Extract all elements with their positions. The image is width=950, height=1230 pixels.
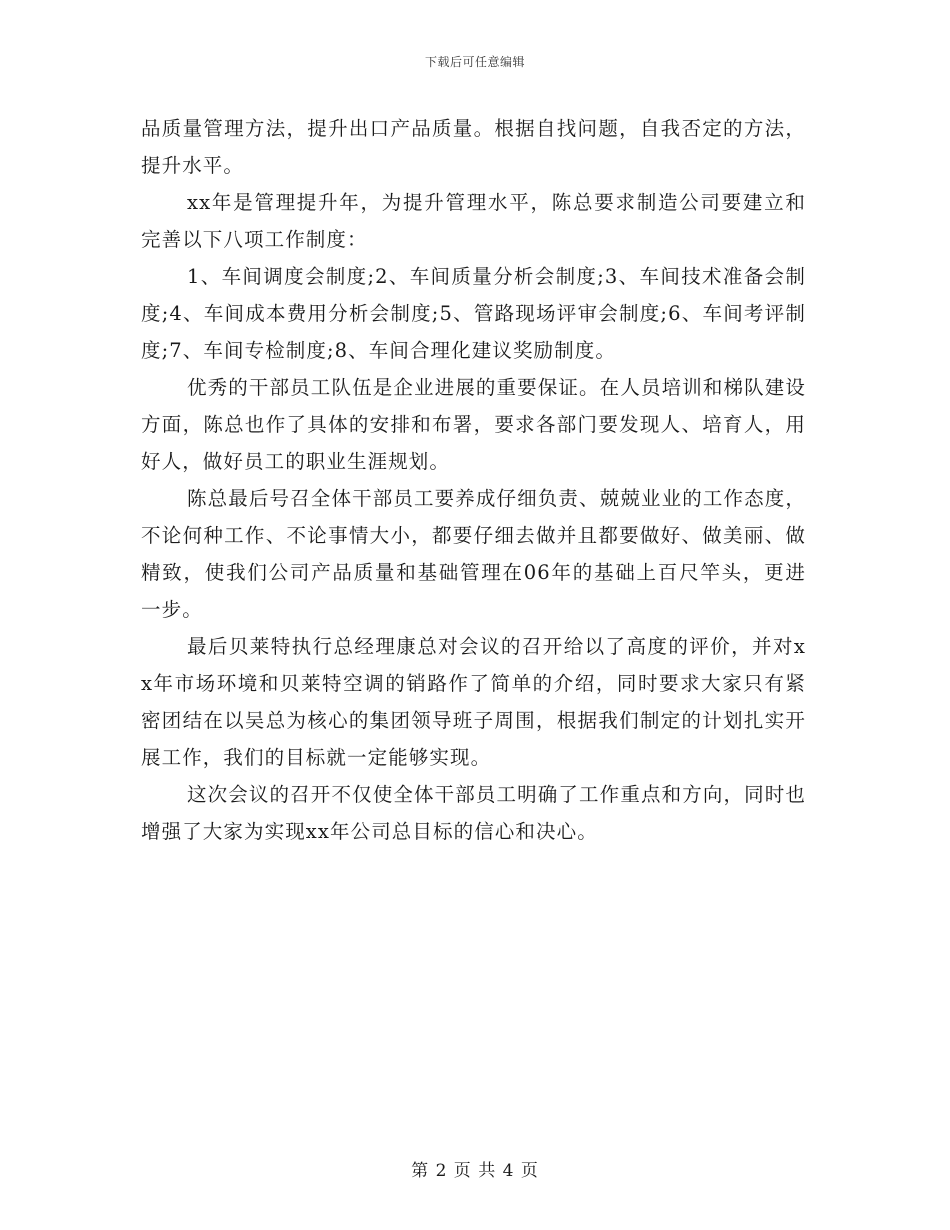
page-number: 第 2 页 共 4 页 (411, 1161, 539, 1181)
paragraph-continuation: 品质量管理方法，提升出口产品质量。根据自找问题，自我否定的方法，提升水平。 (141, 117, 806, 177)
paragraph-conclusion: 这次会议的召开不仅使全体干部员工明确了工作重点和方向，同时也增强了大家为实现xx年公司总目标的信心和决心。 (141, 783, 806, 843)
document-body (141, 110, 806, 850)
paragraph-gm-evaluation: 最后贝莱特执行总经理康总对会议的召开给以了高度的评价，并对xx年市场环境和贝莱特空调的销路作了简单的介绍，同时要求大家只有紧密团结在以吴总为核心的集团领导班子周围，根据我们制定的计划扎实开展工作，我们的目标就一定能够实现。 (141, 635, 806, 769)
page-header: 下载后可任意编辑 (424, 55, 525, 69)
paragraph-management-year: xx年是管理提升年，为提升管理水平，陈总要求制造公司要建立和完善以下八项工作制度： (141, 191, 806, 251)
paragraph-eight-systems: 1、车间调度会制度;2、车间质量分析会制度;3、车间技术准备会制度;4、车间成本费用分析会制度;5、管路现场评审会制度;6、车间考评制度;7、车间专检制度;8、车间合理化建议奖励制度。 (141, 265, 806, 362)
paragraph-work-attitude: 陈总最后号召全体干部员工要养成仔细负责、兢兢业业的工作态度，不论何种工作、不论事情大小，都要仔细去做并且都要做好、做美丽、做精致，使我们公司产品质量和基础管理在06年的基础上百尺竿头，更进一步。 (141, 487, 806, 621)
paragraph-staff-training: 优秀的干部员工队伍是企业进展的重要保证。在人员培训和梯队建设方面，陈总也作了具体的安排和布署，要求各部门要发现人、培育人，用好人，做好员工的职业生涯规划。 (141, 376, 806, 473)
